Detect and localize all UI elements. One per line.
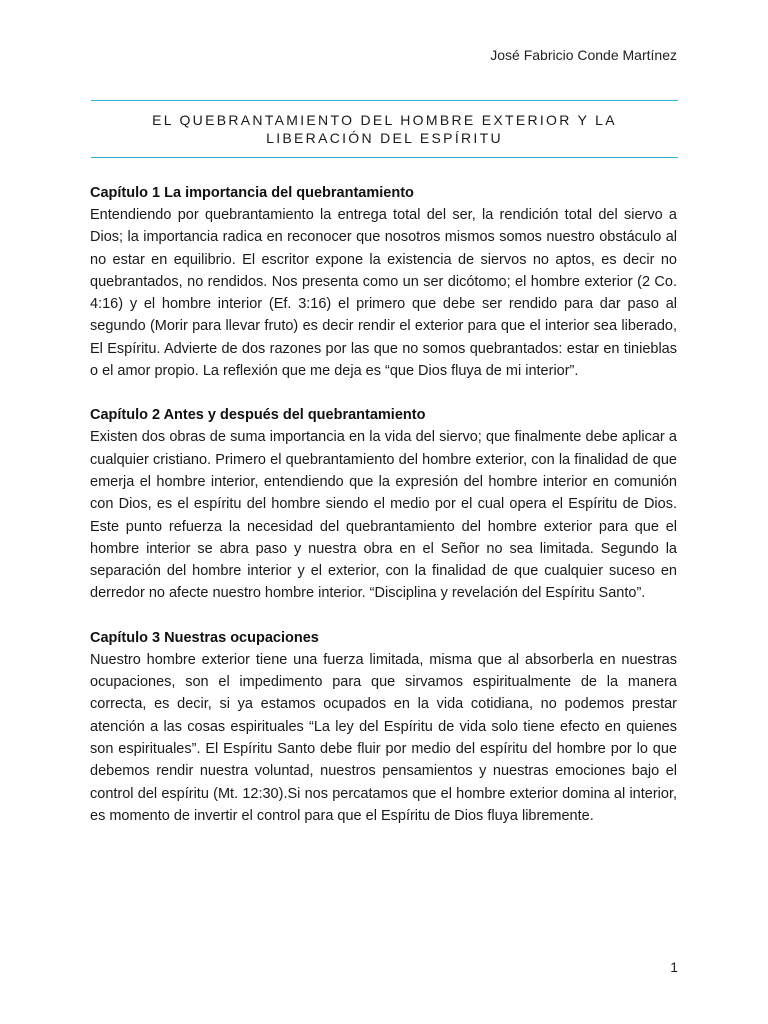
document-title [91,111,678,147]
author-name: José Fabricio Conde Martínez [490,47,677,63]
chapter-1 [90,182,677,382]
chapter-2 [90,404,677,604]
chapter-paragraph: Entendiendo por quebrantamiento la entrega total del ser, la rendición total del siervo a Dios; la importancia radica en reconocer que nosotros mismos somos nuestro obstáculo al no estar en equilibrio. El escritor expone la existencia de siervos no aptos, es decir no quebrantados, no rendidos. Nos presenta como un ser dicótomo; el hombre exterior (2 Co. 4:16) y el hombre interior (Ef. 3:16) el primero que debe ser rendido para dar paso al segundo (Morir para llevar fruto) es decir rendir el exterior para que el interior sea liberado, El Espíritu. Advierte de dos razones por las que no somos quebrantados: estar en tinieblas o el amor propio. La reflexión que me deja es “que Dios fluya de mi interior”. [90,207,677,380]
chapter-3 [90,627,677,827]
chapter-heading: Capítulo 3 Nuestras ocupaciones [90,629,319,646]
chapter-heading: Capítulo 1 La importancia del quebrantamiento [90,185,414,201]
title-line-1: EL QUEBRANTAMIENTO DEL HOMBRE EXTERIOR Y LA [152,112,617,128]
chapter-heading: Capítulo 2 Antes y después del quebrantamiento [90,407,426,424]
title-block [91,100,678,158]
chapter-paragraph: Existen dos obras de suma importancia en la vida del siervo; que finalmente debe aplicar a cualquier cristiano. Primero el quebrantamiento del hombre exterior, con la finalidad de que emerja el hombre interior, entendiendo que la expresión del hombre interior en comunión con Dios, es el espíritu del hombre siendo el medio por el cual opera el Espíritu de Dios. Este punto refuerza la necesidad del quebrantamiento del hombre exterior para que el hombre interior se abra paso y nuestra obra en el Señor no sea limitada. Segundo la separación del hombre interior y el exterior, con la finalidad de que cualquier suceso en derredor no afecte nuestro hombre interior. “Disciplina y revelación del Espíritu Santo”. [90,429,677,602]
title-line-2: LIBERACIÓN DEL ESPÍRITU [266,130,503,146]
page-number: 1 [670,959,678,975]
chapter-paragraph: Nuestro hombre exterior tiene una fuerza limitada, misma que al absorberla en nuestras ocupaciones, son el impedimento para que sirvamos espiritualmente de la manera correcta, es decir, si ya estamos ocupados en la vida cotidiana, no podemos prestar atención a las cosas espirituales “La ley del Espíritu de vida solo tiene efecto en quienes son espirituales”. El Espíritu Santo debe fluir por medio del espíritu del hombre por lo que debemos rendir nuestra voluntad, nuestros pensamientos y nuestras emociones bajo el control del espíritu (Mt. 12:30).Si nos percatamos que el hombre exterior domina al interior, es momento de invertir el control para que el Espíritu de Dios fluya libremente. [90,651,677,824]
document-body [90,182,677,849]
